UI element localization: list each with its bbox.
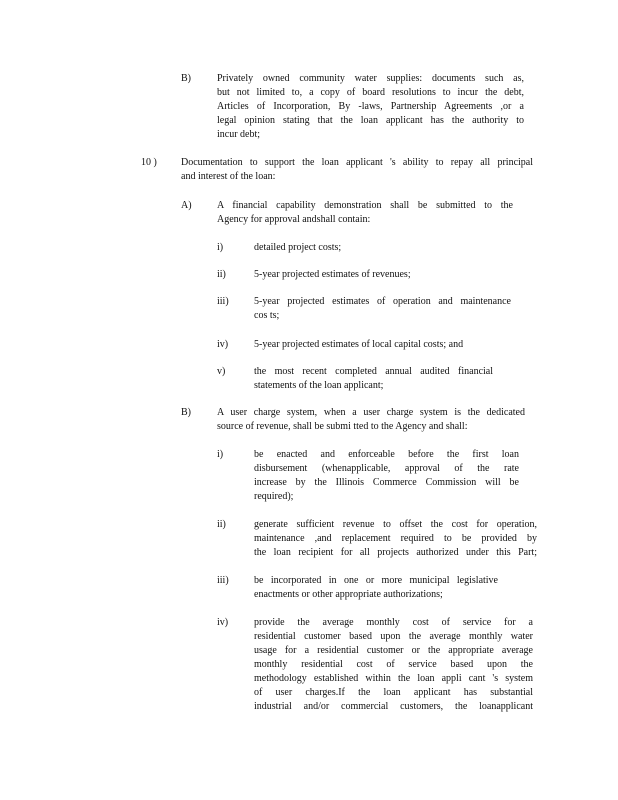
item-marker: B) [181, 73, 191, 84]
item-text [254, 268, 411, 282]
text-line: residential customer based upon the average monthly water [254, 631, 533, 642]
text-line: and interest of the loan: [181, 171, 276, 182]
text-line: Articles of Incorporation, By -laws, Partnership Agreements ,or a [217, 101, 524, 112]
item-marker: ii) [217, 519, 226, 530]
text-line: of user charges.If the loan applicant has substantial [254, 687, 533, 698]
item-text [254, 518, 537, 560]
item-text [254, 295, 511, 323]
text-line: be incorporated in one or more municipal legislative [254, 575, 498, 586]
item-text [217, 199, 513, 227]
text-line: source of revenue, shall be submi tted to the Agency and shall: [217, 421, 468, 432]
item-marker: A) [181, 200, 192, 211]
item-marker: iii) [217, 575, 229, 586]
item-text [254, 338, 463, 352]
item-marker: iv) [217, 339, 229, 350]
text-line: be enacted and enforceable before the first loan [254, 449, 519, 460]
text-line: usage for a residential customer or the appropriate average [254, 645, 533, 656]
text-line: industrial and/or commercial customers, the loanapplicant [254, 701, 533, 712]
item-marker: iii) [217, 296, 229, 307]
text-line: the most recent completed annual audited financial [254, 366, 493, 377]
item-text [254, 448, 519, 504]
item-text [254, 241, 341, 255]
text-line: 5-year projected estimates of revenues; [254, 269, 411, 280]
text-line: statements of the loan applicant; [254, 380, 384, 391]
item-marker: B) [181, 407, 191, 418]
text-line: provide the average monthly cost of service for a [254, 617, 533, 628]
item-marker: i) [217, 242, 224, 253]
item-text [254, 365, 493, 393]
item-text [217, 406, 525, 434]
text-line: increase by the Illinois Commerce Commission will be [254, 477, 519, 488]
text-line: Agency for approval andshall contain: [217, 214, 371, 225]
text-line: maintenance ,and replacement required to be provided by [254, 533, 537, 544]
text-line: cos ts; [254, 310, 280, 321]
item-marker: ii) [217, 269, 226, 280]
text-line: Documentation to support the loan applicant 's ability to repay all principal [181, 157, 533, 168]
text-line: incur debt; [217, 129, 261, 140]
item-marker: v) [217, 366, 226, 377]
text-line: A financial capability demonstration shall be submitted to the [217, 200, 513, 211]
text-line: enactments or other appropriate authorizations; [254, 589, 443, 600]
text-line: generate sufficient revenue to offset the cost for operation, [254, 519, 537, 530]
item-text [254, 574, 498, 602]
text-line: required); [254, 491, 294, 502]
item-text [254, 616, 533, 714]
text-line: the loan recipient for all projects authorized under this Part; [254, 547, 537, 558]
item-marker: 10 ) [141, 157, 157, 168]
item-text [181, 156, 533, 184]
item-text [217, 72, 524, 142]
text-line: legal opinion stating that the loan applicant has the authority to [217, 115, 524, 126]
text-line: detailed project costs; [254, 242, 342, 253]
item-marker: iv) [217, 617, 229, 628]
text-line: 5-year projected estimates of operation and maintenance [254, 296, 511, 307]
text-line: A user charge system, when a user charge system is the dedicated [217, 407, 525, 418]
text-line: monthly residential cost of service based upon the [254, 659, 533, 670]
text-line: 5-year projected estimates of local capital costs; and [254, 339, 464, 350]
text-line: disbursement (whenapplicable, approval of the rate [254, 463, 519, 474]
item-marker: i) [217, 449, 224, 460]
text-line: but not limited to, a copy of board resolutions to incur the debt, [217, 87, 524, 98]
text-line: Privately owned community water supplies: documents such as, [217, 73, 524, 84]
text-line: methodology established within the loan appli cant 's system [254, 673, 533, 684]
